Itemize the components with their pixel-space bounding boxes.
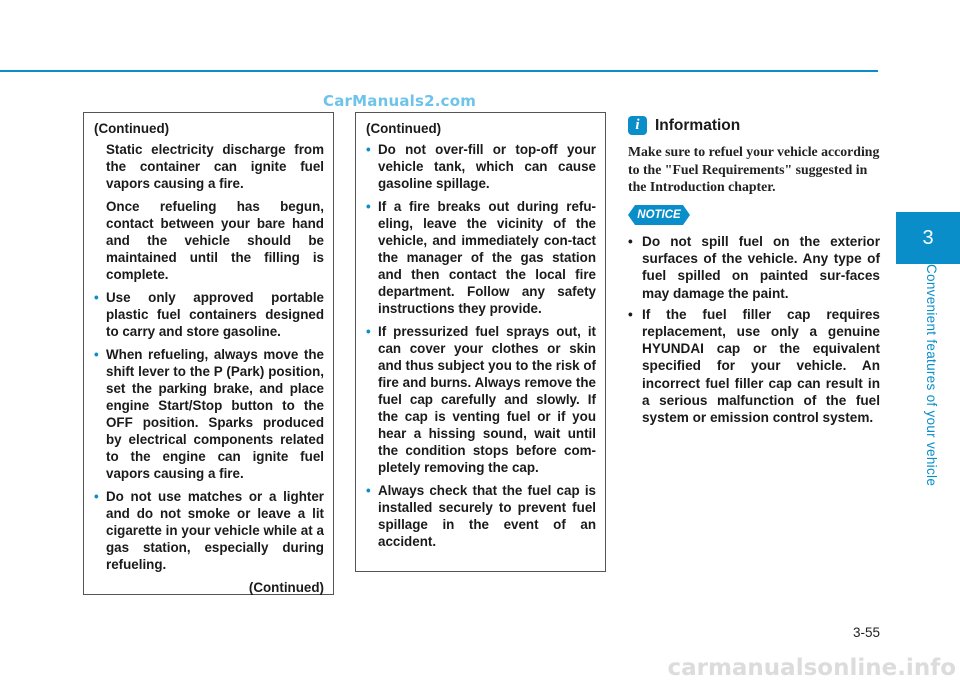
header-rule [0, 70, 878, 72]
continued-heading: (Continued) [94, 121, 170, 136]
notice-item: • Do not spill fuel on the exterior surfaces of the vehicle. Any type of fuel spilled on painted sur-faces may damage the paint. [628, 233, 880, 302]
warning-bullet: • If pressurized fuel sprays out, it can cover your clothes or skin and thus subject you to the risk of fire and burns. Always remove the fuel cap carefully and slowly. If the cap is venting fuel or if you hear a hissing sound, wait until the condition stops before com-pletely removing the cap. [366, 323, 596, 476]
notice-badge [628, 205, 690, 225]
chapter-tab: 3 [896, 212, 960, 264]
page-number: 3-55 [852, 625, 880, 640]
warning-bullet-list [94, 289, 324, 573]
warning-bullet: • Do not use matches or a lighter and do not smoke or leave a lit cigarette in your vehicle while at a gas station, especially during refueling. [94, 488, 324, 573]
information-heading [628, 116, 740, 135]
warning-bullet: • Always check that the fuel cap is installed securely to prevent fuel spillage in the event of an accident. [366, 482, 596, 550]
continued-footer: (Continued) [248, 580, 324, 595]
warning-box-continued-2 [355, 112, 606, 572]
information-title: Information [655, 116, 741, 134]
notice-label: NOTICE [637, 209, 681, 221]
warning-paragraph: Once refueling has begun, contact between your bare hand and the vehicle should be maintained until the filling is complete. [106, 199, 324, 282]
continued-heading: (Continued) [366, 121, 442, 136]
warning-bullet-list [366, 141, 596, 550]
watermark-top: CarManuals2.com [323, 92, 477, 110]
warning-paragraph: Static electricity discharge from the container can ignite fuel vapors causing a fire. [106, 142, 324, 191]
warning-bullet: • Use only approved portable plastic fuel containers designed to carry and store gasoline. [94, 289, 324, 340]
information-text: Make sure to refuel your vehicle according to the "Fuel Requirements" suggested in the Introduction chapter. [628, 144, 880, 194]
watermark-bottom: carmanualsonline.info [667, 655, 956, 681]
warning-bullet: • If a fire breaks out during refu-eling, leave the vicinity of the vehicle, and immediately con-tact the manager of the gas station and then contact the local fire department. Follow any safety instructions they provide. [366, 198, 596, 317]
information-icon: i [628, 116, 647, 135]
warning-bullet: • When refueling, always move the shift lever to the P (Park) position, set the parking brake, and place engine Start/Stop button to the OFF position. Sparks produced by electrical components related to the engine can ignite fuel vapors causing a fire. [94, 346, 324, 482]
notice-list [628, 233, 880, 430]
warning-bullet: • Do not over-fill or top-off your vehicle tank, which can cause gasoline spillage. [366, 141, 596, 192]
notice-item: • If the fuel filler cap requires replacement, use only a genuine HYUNDAI cap or the equivalent specified for your vehicle. An incorrect fuel filler cap can result in a serious malfunction of the fuel system or emission control system. [628, 306, 880, 426]
chapter-title-text: Convenient features of your vehicle [924, 264, 939, 487]
warning-box-continued-1 [83, 112, 334, 595]
